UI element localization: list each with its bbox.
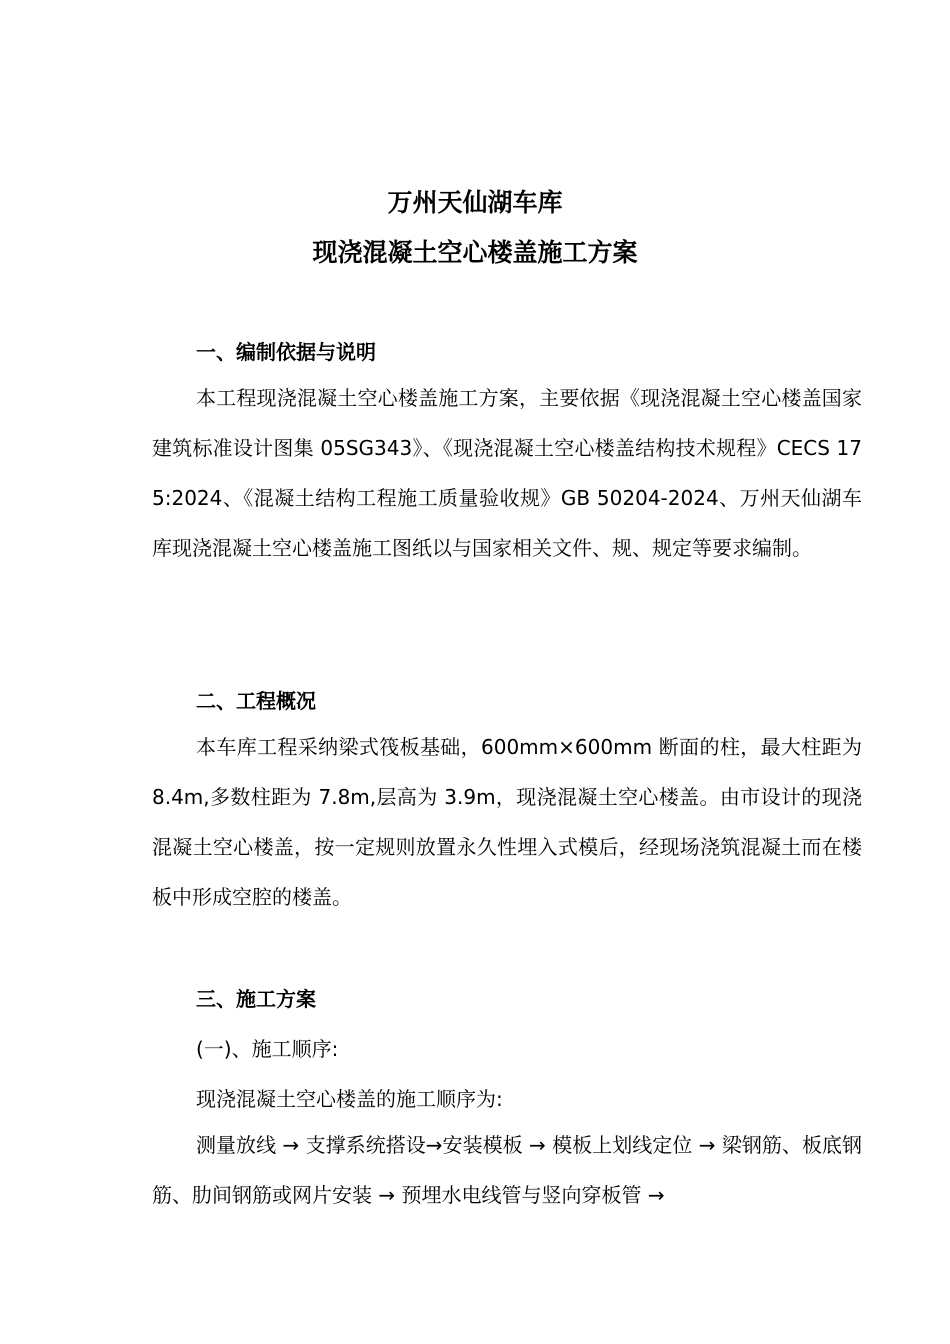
section-3-heading: 三、施工方案 [196, 987, 316, 1011]
section-3-intro: 现浇混凝土空心楼盖的施工顺序为: [196, 1087, 503, 1111]
section-2-heading: 二、工程概况 [196, 689, 316, 713]
section-3-subheading: (一)、施工顺序: [196, 1037, 339, 1061]
section-1-heading: 一、编制依据与说明 [196, 340, 376, 364]
document-title-line1: 万州天仙湖车库 [387, 188, 563, 217]
section-3-paragraph: 测量放线 → 支撑系统搭设→安装模板 → 模板上划线定位 → 梁钢筋、板底钢筋、肋间钢筋或网片安装 → 预埋水电线管与竖向穿板管 → [152, 1133, 862, 1207]
section-1-paragraph: 本工程现浇混凝土空心楼盖施工方案，主要依据《现浇混凝土空心楼盖国家建筑标准设计图集 05SG343》、《现浇混凝土空心楼盖结构技术规程》CECS 175:2024、《混凝土结构工程施工质量验收规》GB 50204-2024、万州天仙湖车库现浇混凝土空心楼盖施工图纸以与国家相关文件、规、规定等要求编制。 [152, 386, 862, 560]
document-title-line2: 现浇混凝土空心楼盖施工方案 [312, 238, 638, 267]
section-2-paragraph: 本车库工程采纳梁式筏板基础，600mm×600mm 断面的柱，最大柱距为 8.4m,多数柱距为 7.8m,层高为 3.9m，现浇混凝土空心楼盖。由市设计的现浇混凝土空心楼盖，按一定规则放置永久性埋入式模后，经现场浇筑混凝土而在楼板中形成空腔的楼盖。 [152, 735, 862, 909]
